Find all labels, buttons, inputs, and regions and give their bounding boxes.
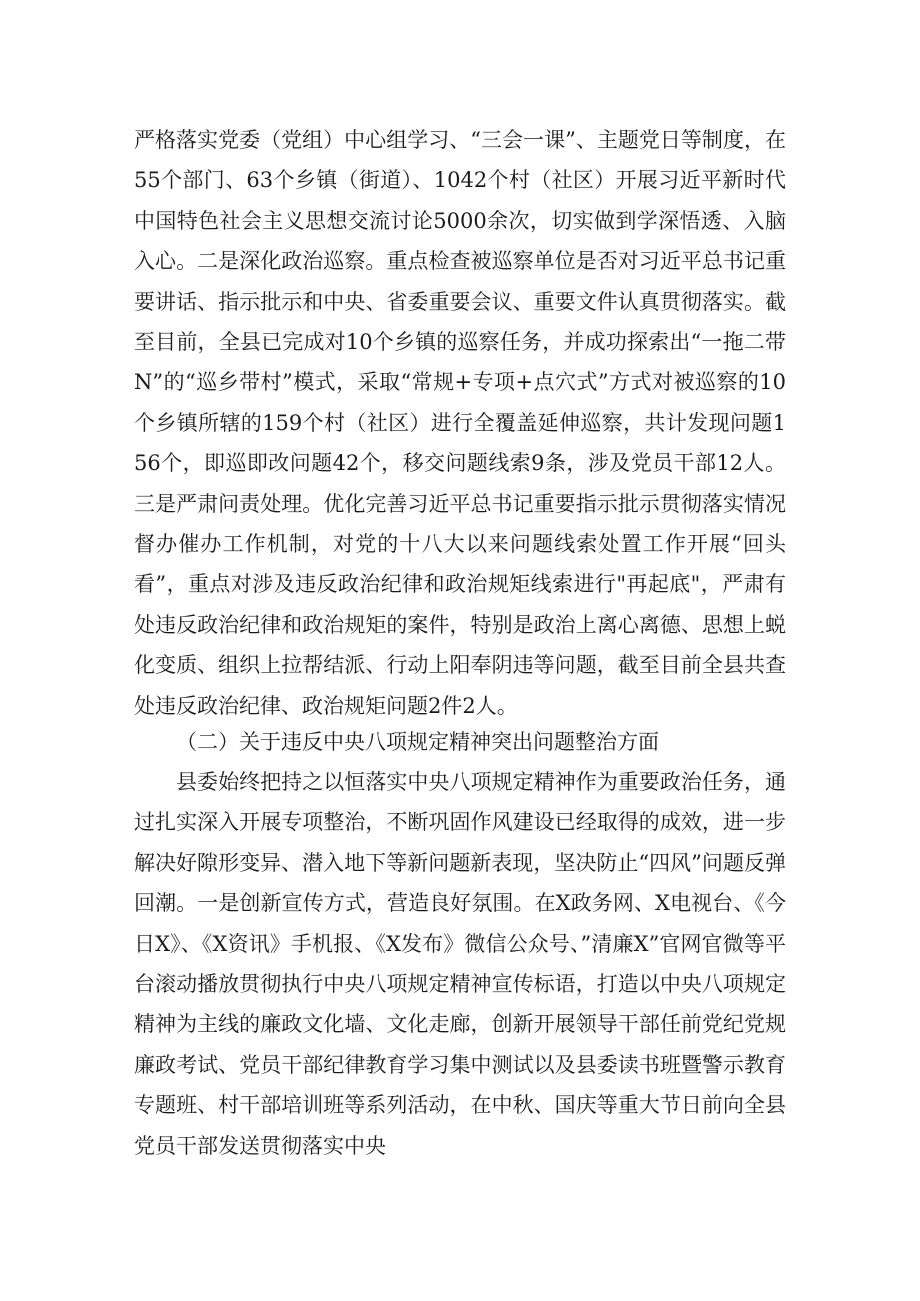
- section-heading: [134, 722, 786, 762]
- paragraph-text: 县委始终把持之以恒落实中央八项规定精神作为重要政治任务，通过扎实深入开展专项整治，不断巩固作风建设已经取得的成效，进一步解决好隙形变异、潜入地下等新问题新表现，坚决防止“四风”问题反弹回潮。一是创新宣传方式，营造良好氛围。在X政务网、X电视台、《今日X》、《X资讯》手机报、《X发布》微信公众号、”清廉X”官网官微等平台滚动播放贯彻执行中央八项规定精神宣传标语，打造以中央八项规定精神为主线的廉政文化墙、文化走廊，创新开展领导干部任前党纪党规廉政考试、党员干部纪律教育学习集中测试以及县委读书班暨警示教育专题班、村干部培训班等系列活动，在中秋、国庆等重大节日前向全县党员干部发送贯彻落实中央: [134, 770, 786, 1158]
- heading-text: （二）关于违反中央八项规定精神突出问题整治方面: [176, 730, 659, 754]
- body-paragraph-1: [134, 120, 786, 726]
- body-paragraph-2: [134, 762, 786, 1166]
- paragraph-text: 严格落实党委（党组）中心组学习、“三会一课”、主题党日等制度，在55个部门、63个乡镇（街道）、1042个村（社区）开展习近平新时代中国特色社会主义思想交流讨论5000余次，切实做到学深悟透、入脑入心。二是深化政治巡察。重点检查被巡察单位是否对习近平总书记重要讲话、指示批示和中央、省委重要会议、重要文件认真贯彻落实。截至目前，全县已完成对10个乡镇的巡察任务，并成功探索出“一拖二带N”的“巡乡带村”模式，采取“常规+专项+点穴式”方式对被巡察的10个乡镇所辖的159个村（社区）进行全覆盖延伸巡察，共计发现问题156个，即巡即改问题42个，移交问题线索9条，涉及党员干部12人。三是严肃问责处理。优化完善习近平总书记重要指示批示贯彻落实情况督办催办工作机制，对党的十八大以来问题线索处置工作开展“回头看”，重点对涉及违反政治纪律和政治规矩线索进行"再起底"，严肃有处违反政治纪律和政治规矩的案件，特别是政治上离心离德、思想上蜕化变质、组织上拉帮结派、行动上阳奉阴违等问题，截至目前全县共查处违反政治纪律、政治规矩问题2件2人。: [134, 128, 786, 718]
